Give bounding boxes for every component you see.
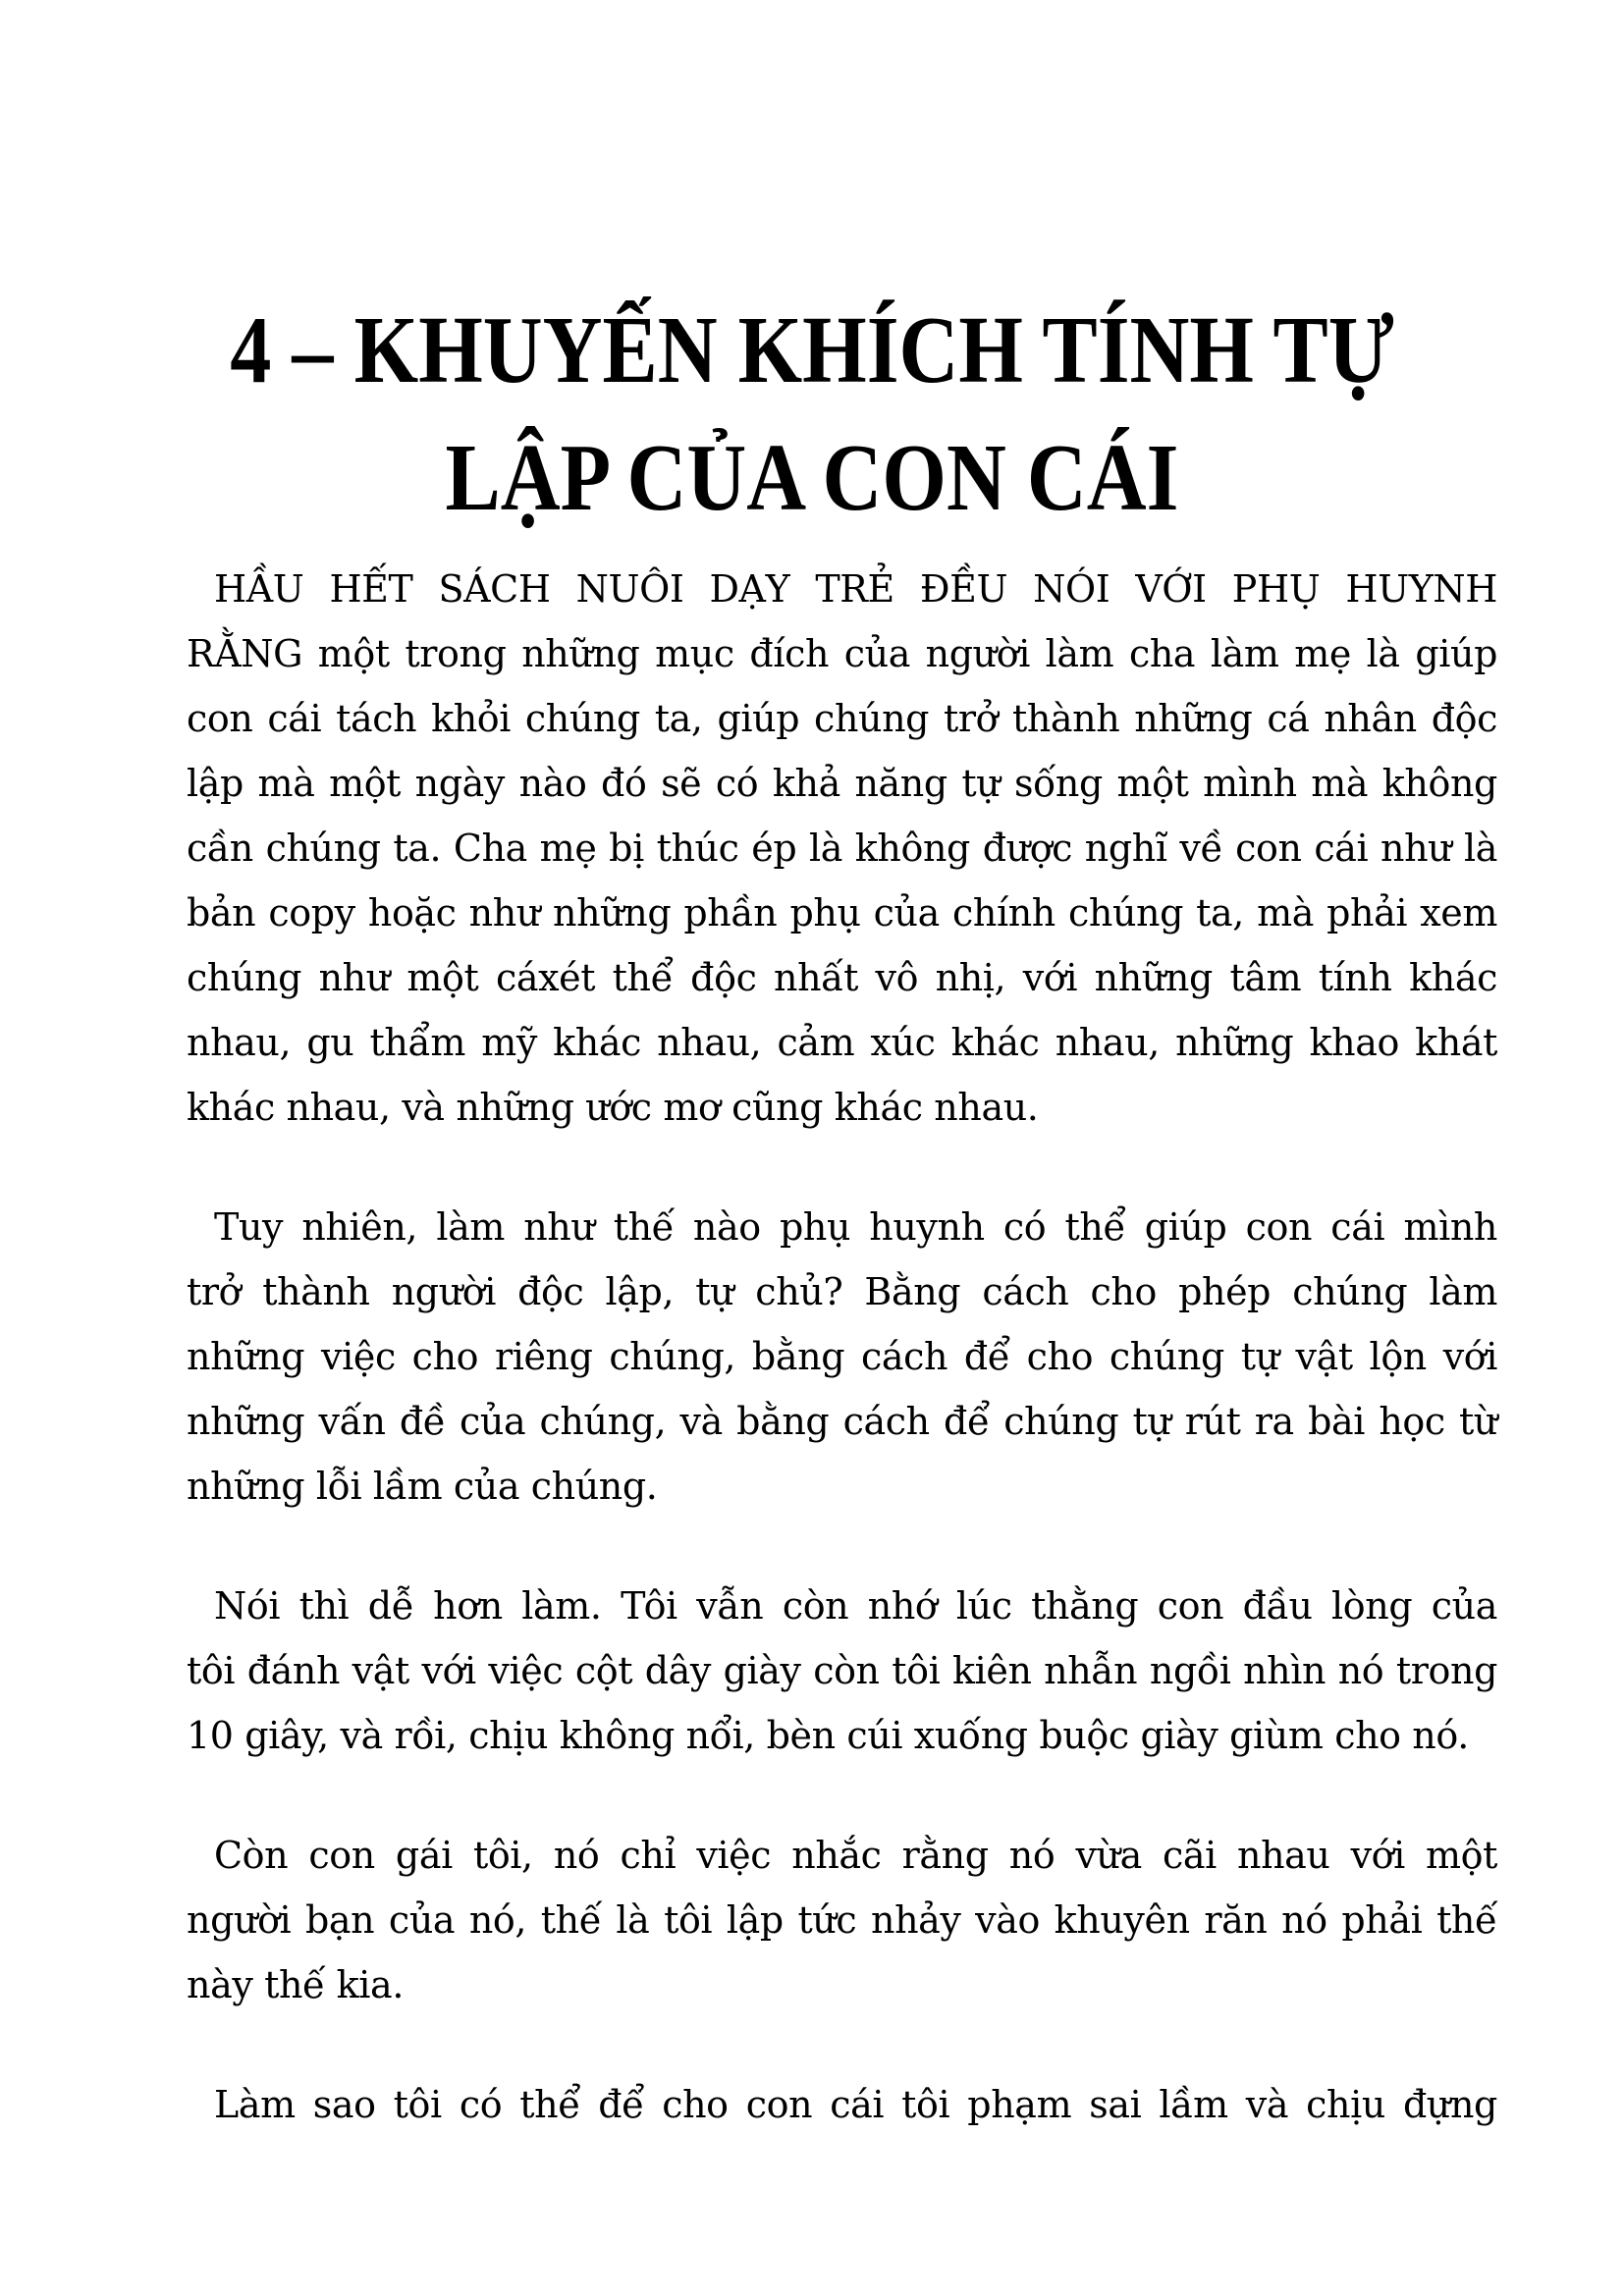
text-line: nhau, gu thẩm mỹ khác nhau, cảm xúc khác nhau, những khao khát: [187, 1021, 1497, 1064]
text-line: khác nhau, và những ước mơ cũng khác nhau.: [187, 1086, 1039, 1129]
text-line: Làm sao tôi có thể để cho con cái tôi phạm sai lầm và chịu đựng: [214, 2083, 1497, 2126]
text-line: Nói thì dễ hơn làm. Tôi vẫn còn nhớ lúc thằng con đầu lòng của: [214, 1584, 1497, 1628]
chapter-title-line-2: LẬP CỦA CON CÁI: [445, 424, 1179, 531]
text-line: HẦU HẾT SÁCH NUÔI DẠY TRẺ ĐỀU NÓI VỚI PHỤ HUYNH: [214, 567, 1497, 611]
text-line: Còn con gái tôi, nó chỉ việc nhắc rằng nó vừa cãi nhau với một: [214, 1834, 1497, 1877]
text-line: chúng như một cáxét thể độc nhất vô nhị, với những tâm tính khác: [187, 956, 1497, 999]
text-line: những việc cho riêng chúng, bằng cách để cho chúng tự vật lộn với: [187, 1335, 1497, 1378]
text-line: RẰNG một trong những mục đích của người làm cha làm mẹ là giúp: [187, 632, 1497, 675]
text-line: những vấn đề của chúng, và bằng cách để chúng tự rút ra bài học từ: [187, 1400, 1497, 1443]
text-line: 10 giây, và rồi, chịu không nổi, bèn cúi xuống buộc giày giùm cho nó.: [187, 1714, 1469, 1757]
text-line: người bạn của nó, thế là tôi lập tức nhảy vào khuyên răn nó phải thế: [187, 1898, 1497, 1942]
text-line: Tuy nhiên, làm như thế nào phụ huynh có thể giúp con cái mình: [214, 1205, 1497, 1249]
text-line: con cái tách khỏi chúng ta, giúp chúng trở thành những cá nhân độc: [187, 697, 1497, 740]
text-line: cần chúng ta. Cha mẹ bị thúc ép là không được nghĩ về con cái như là: [187, 827, 1497, 870]
text-line: tôi đánh vật với việc cột dây giày còn tôi kiên nhẫn ngồi nhìn nó trong: [187, 1649, 1497, 1692]
text-line: những lỗi lầm của chúng.: [187, 1465, 658, 1508]
chapter-title-line-1: 4 – KHUYẾN KHÍCH TÍNH TỰ: [230, 296, 1394, 403]
text-line: lập mà một ngày nào đó sẽ có khả năng tự sống một mình mà không: [187, 762, 1497, 805]
text-line: này thế kia.: [187, 1963, 404, 2006]
text-line: trở thành người độc lập, tự chủ? Bằng cách cho phép chúng làm: [187, 1270, 1497, 1313]
text-line: bản copy hoặc như những phần phụ của chính chúng ta, mà phải xem: [187, 891, 1497, 934]
